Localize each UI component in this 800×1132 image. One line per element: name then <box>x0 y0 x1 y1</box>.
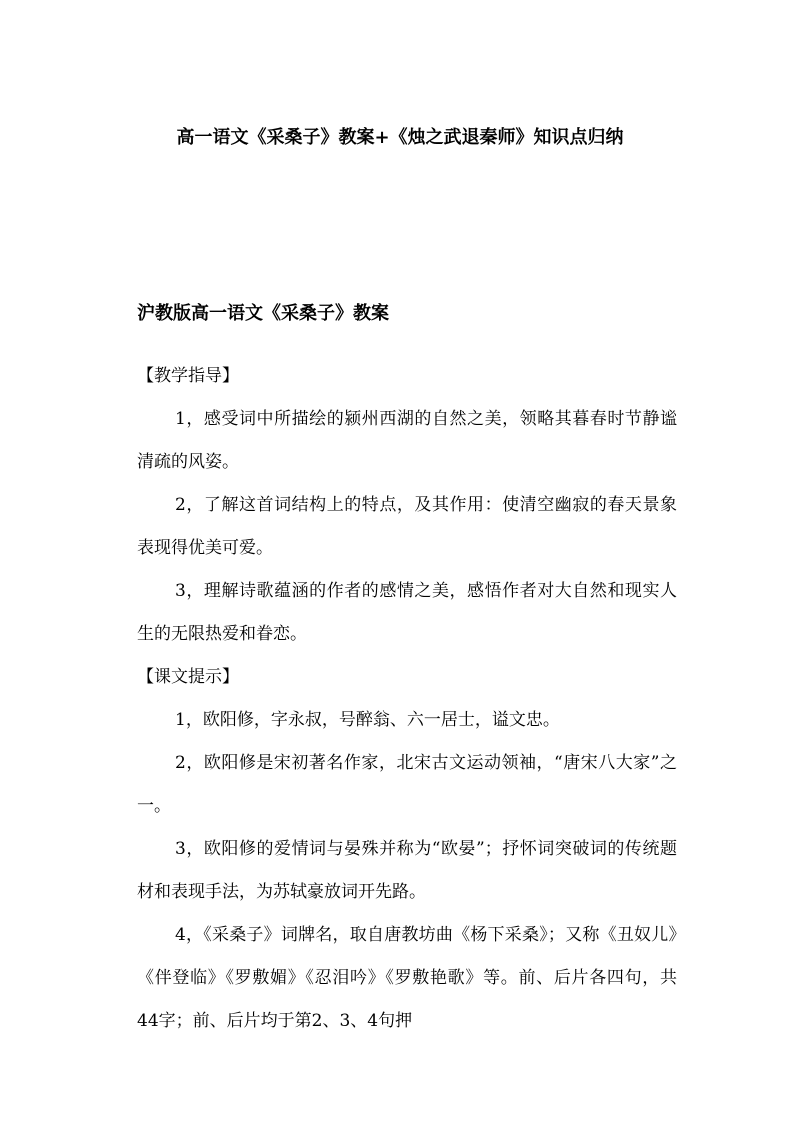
document-body <box>137 355 677 1043</box>
section-heading-text-hints: 【课文提示】 <box>137 667 239 687</box>
paragraph: 1，欧阳修，字永叔，号醉翁、六一居士，谥文忠。 <box>175 710 560 730</box>
section-heading-teaching-guide: 【教学指导】 <box>137 366 239 386</box>
paragraph: 3，欧阳修的爱情词与晏殊并称为“欧晏”；抒怀词突破词的传统题材和表现手法，为苏轼豪放词开先路。 <box>137 839 677 902</box>
page-title: 高一语文《采桑子》教案+《烛之武退秦师》知识点归纳 <box>176 127 624 148</box>
paragraph: 2，欧阳修是宋初著名作家，北宋古文运动领袖，“唐宋八大家”之一。 <box>137 753 677 816</box>
paragraph: 1，感受词中所描绘的颍州西湖的自然之美，领略其暮春时节静谧清疏的风姿。 <box>137 409 677 472</box>
paragraph: 4，《采桑子》词牌名，取自唐教坊曲《杨下采桑》；又称《丑奴儿》《伴登临》《罗敷媚》《忍泪吟》《罗敷艳歌》等。前、后片各四句，共44字；前、后片均于第2、3、4句押 <box>137 925 677 1031</box>
paragraph: 3，理解诗歌蕴涵的作者的感情之美，感悟作者对大自然和现实人生的无限热爱和眷恋。 <box>137 581 677 644</box>
paragraph: 2，了解这首词结构上的特点，及其作用：使清空幽寂的春天景象表现得优美可爱。 <box>137 495 677 558</box>
section-subtitle: 沪教版高一语文《采桑子》教案 <box>137 303 389 324</box>
